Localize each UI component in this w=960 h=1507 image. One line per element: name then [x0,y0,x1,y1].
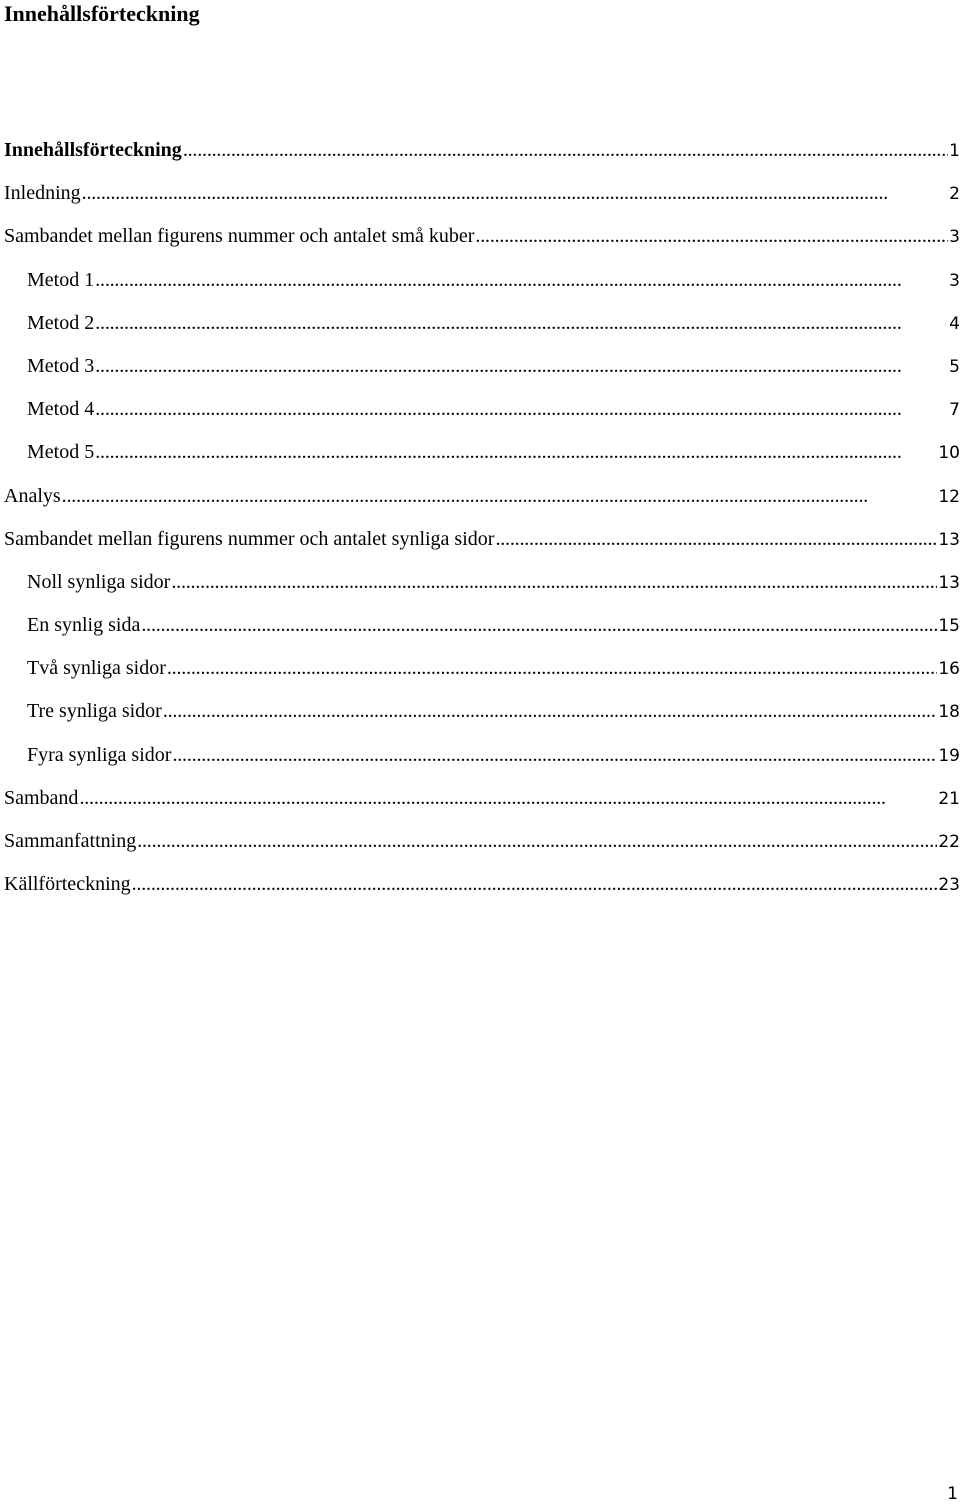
toc-dot-leader [95,437,937,467]
toc-entry-title: Sammanfattning [4,830,137,852]
toc-dot-leader [163,696,938,726]
toc-entry-title: Inledning [4,182,81,205]
toc-entry-page: 12 [938,486,960,507]
toc-entry-page: 7 [949,400,960,421]
toc-subentry[interactable] [4,567,960,610]
document-heading: Innehållsförteckning [4,1,200,26]
toc-dot-leader [183,135,948,165]
toc-entry[interactable] [4,783,960,826]
toc-dot-leader [95,265,948,295]
toc-subentry[interactable] [4,740,960,783]
toc-dot-leader [495,524,937,554]
toc-entry-page: 3 [949,227,960,248]
toc-entry-title: En synlig sida [27,614,141,637]
toc-entry-title: Källförteckning [4,873,131,896]
toc-entry-page: 5 [949,356,960,377]
toc-subentry[interactable] [4,696,960,739]
toc-entry-page: 13 [938,572,960,593]
toc-dot-leader [132,869,938,899]
toc-entry-page: 3 [949,270,960,291]
toc-entry-title: Metod 1 [27,268,95,291]
toc-dot-leader [172,740,937,770]
toc-entry-page: 15 [938,616,960,637]
toc-entry-title: Metod 4 [27,398,95,421]
toc-entry-page: 21 [938,788,960,809]
toc-dot-leader [79,783,937,813]
toc-entry-title: Sambandet mellan figurens nummer och antalet synliga sidor [4,527,495,550]
toc-entry-title: Sambandet mellan figurens nummer och antalet små kuber [4,225,475,248]
toc-dot-leader [475,221,948,251]
toc-dot-leader [95,351,948,381]
toc-entry-title: Analys [4,484,61,507]
toc-dot-leader [95,394,948,424]
toc-entry-title: Två synliga sidor [27,657,166,680]
toc-subentry[interactable] [4,437,960,480]
toc-subentry[interactable] [4,308,960,351]
toc-entry[interactable] [4,481,960,524]
toc-entry-title: Metod 3 [27,354,95,377]
toc-entry-title: Innehållsförteckning [4,139,182,161]
toc-entry-page: 16 [938,659,960,680]
toc-dot-leader [167,653,937,683]
toc-entry[interactable] [4,221,960,264]
toc-entry-title: Samband [4,786,79,809]
toc-entry[interactable] [4,826,960,869]
toc-dot-leader [62,481,938,511]
table-of-contents [4,135,960,912]
toc-entry[interactable] [4,524,960,567]
toc-entry-page: 22 [938,832,960,852]
toc-entry-title: Noll synliga sidor [27,570,171,593]
toc-subentry[interactable] [4,351,960,394]
toc-entry[interactable] [4,178,960,221]
toc-entry-page: 18 [938,702,960,723]
toc-entry-title: Metod 2 [27,311,95,334]
toc-dot-leader [95,308,948,338]
toc-subentry[interactable] [4,653,960,696]
toc-entry-title: Tre synliga sidor [27,700,162,723]
page-number: 1 [947,1484,958,1504]
toc-entry-page: 10 [938,443,960,464]
toc-entry-page: 19 [938,745,960,766]
toc-subentry[interactable] [4,394,960,437]
toc-entry-page: 23 [938,875,960,896]
toc-entry-page: 2 [949,184,960,205]
toc-dot-leader [171,567,937,597]
toc-entry[interactable] [4,869,960,912]
toc-entry-page: 1 [949,141,960,161]
toc-dot-leader [137,826,937,856]
toc-subentry[interactable] [4,265,960,308]
toc-dot-leader [82,178,949,208]
toc-entry-page: 4 [949,313,960,334]
toc-subentry[interactable] [4,610,960,653]
toc-entry-title: Fyra synliga sidor [27,743,172,766]
toc-entry-title: Metod 5 [27,441,95,464]
toc-dot-leader [141,610,937,640]
toc-entry-page: 13 [938,529,960,550]
toc-entry[interactable] [4,135,960,178]
